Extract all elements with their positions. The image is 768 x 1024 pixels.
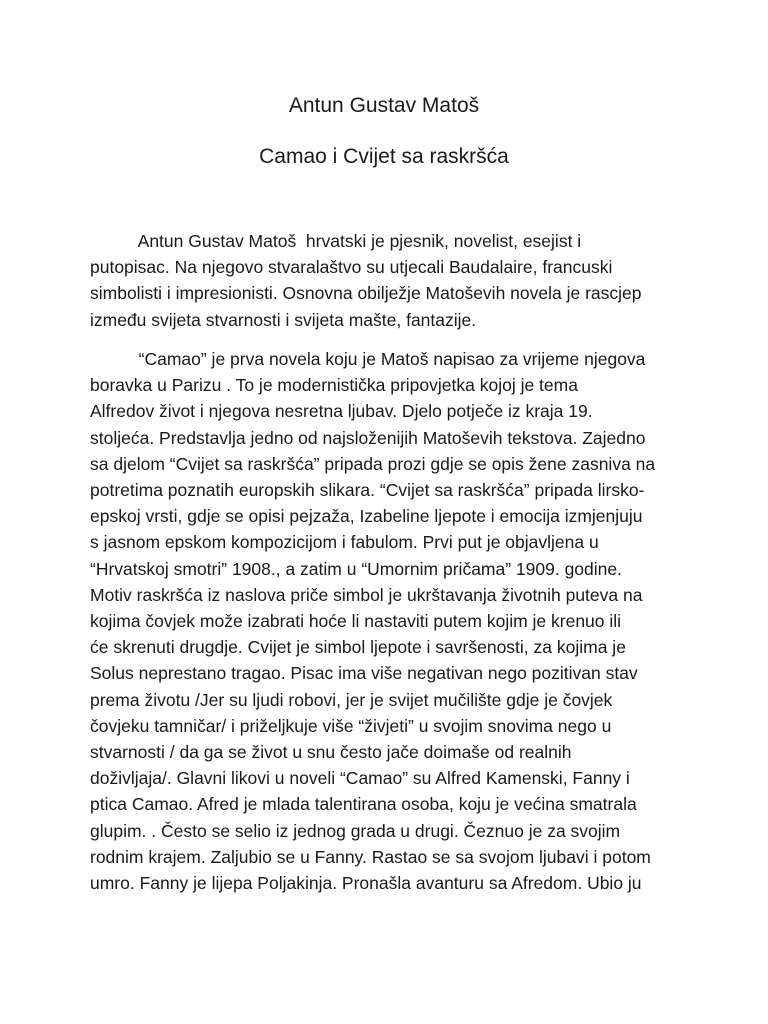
work-title: Camao i Cvijet sa raskršća bbox=[259, 145, 509, 168]
paragraph-line: potretima poznatih europskih slikara. “Cvijet sa raskršća” pripada lirsko- bbox=[90, 480, 645, 501]
paragraph-line: prema životu /Jer su ljudi robovi, jer je svijet mučilište gdje je čovjek bbox=[90, 689, 613, 710]
paragraph-line: epskoj vrsti, gdje se opisi pejzaža, Izabeline ljepote i emocija izmjenjuju bbox=[90, 506, 643, 527]
paragraph-line: boravka u Parizu . To je modernistička pripovjetka kojoj je tema bbox=[90, 375, 578, 396]
paragraph-line: Antun Gustav Matoš hrvatski je pjesnik, novelist, esejist i bbox=[90, 231, 582, 251]
paragraph-line: Motiv raskršća iz naslova priče simbol je ukrštavanja životnih puteva na bbox=[90, 584, 643, 605]
paragraph-line: umro. Fanny je lijepa Poljakinja. Pronašla avanturu sa Afredom. Ubio ju bbox=[90, 873, 642, 894]
author-title: Antun Gustav Matoš bbox=[288, 94, 480, 117]
paragraph-line: simbolisti i impresionisti. Osnovna obilježje Matoševih novela je rascjep bbox=[90, 283, 642, 304]
paragraph-line: čovjeku tamničar/ i priželjkuje više “živjeti” u svojim snovima nego u bbox=[90, 715, 612, 736]
paragraph-line: s jasnom epskom kompozicijom i fabulom. Prvi put je objavljena u bbox=[90, 532, 599, 553]
paragraph-line: “Camao” je prva novela koju je Matoš napisao za vrijeme njegova bbox=[90, 349, 646, 369]
paragraph-2 bbox=[90, 346, 690, 896]
paragraph-line: rodnim krajem. Zaljubio se u Fanny. Rastao se sa svojom ljubavi i potom bbox=[90, 846, 651, 867]
paragraph-line: će skrenuti drugdje. Cvijet je simbol ljepote i savršenosti, za kojima je bbox=[90, 637, 626, 658]
paragraph-line: stoljeća. Predstavlja jedno od najsloženijih Matoševih tekstova. Zajedno bbox=[90, 427, 646, 448]
paragraph-line: Solus neprestano tragao. Pisac ima više negativan nego pozitivan stav bbox=[90, 663, 638, 684]
paragraph-line: putopisac. Na njegovo stvaralaštvo su utjecali Baudalaire, francuski bbox=[90, 257, 613, 278]
paragraph-line: stvarnosti / da ga se život u snu često jače doimaše od realnih bbox=[90, 742, 572, 763]
paragraph-line: doživljaja/. Glavni likovi u noveli “Camao” su Alfred Kamenski, Fanny i bbox=[90, 768, 630, 789]
paragraph-line: ptica Camao. Afred je mlada talentirana osoba, koju je većina smatrala bbox=[90, 794, 637, 815]
paragraph-line: glupim. . Često se selio iz jednog grada u drugi. Čeznuo je za svojim bbox=[90, 820, 621, 841]
paragraph-line: kojima čovjek može izabrati hoće li nastaviti putem kojim je krenuo ili bbox=[90, 611, 622, 632]
paragraph-line: “Hrvatskoj smotri” 1908., a zatim u “Umornim pričama” 1909. godine. bbox=[90, 558, 622, 579]
paragraph-1 bbox=[90, 228, 690, 333]
paragraph-line: sa djelom “Cvijet sa raskršća” pripada prozi gdje se opis žene zasniva na bbox=[90, 453, 656, 474]
paragraph-line: Alfredov život i njegova nesretna ljubav. Djelo potječe iz kraja 19. bbox=[90, 401, 593, 422]
paragraph-line: između svijeta stvarnosti i svijeta mašte, fantazije. bbox=[90, 309, 477, 330]
